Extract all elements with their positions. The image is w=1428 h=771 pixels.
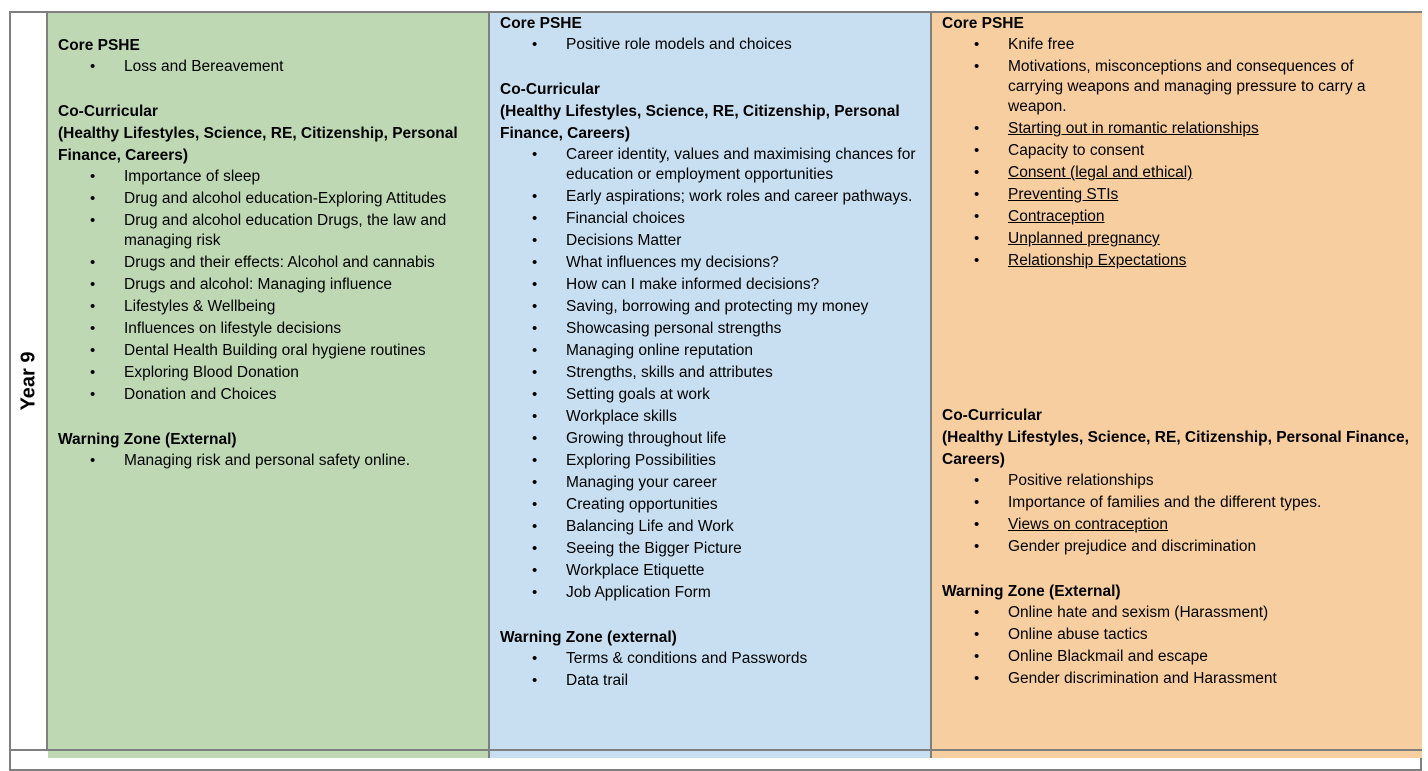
core-heading: Core PSHE bbox=[942, 15, 1024, 32]
core-heading: Core PSHE bbox=[500, 15, 582, 32]
list-item: • Early aspirations; work roles and career pathways. bbox=[500, 187, 920, 207]
cocurricular-list bbox=[58, 167, 488, 405]
list-item: • Dental Health Building oral hygiene routines bbox=[58, 341, 488, 361]
list-item-link[interactable]: • Unplanned pregnancy bbox=[942, 229, 1402, 249]
list-item: • Showcasing personal strengths bbox=[500, 319, 920, 339]
list-item: • Data trail bbox=[500, 671, 930, 691]
warning-heading: Warning Zone (external) bbox=[500, 629, 677, 646]
list-item: • What influences my decisions? bbox=[500, 253, 920, 273]
list-item: • Job Application Form bbox=[500, 583, 920, 603]
list-item: • Managing online reputation bbox=[500, 341, 920, 361]
cocurricular-subheading: (Healthy Lifestyles, Science, RE, Citizenship, Personal Finance, Careers) bbox=[58, 125, 458, 164]
warning-list bbox=[500, 649, 930, 691]
list-item: • Growing throughout life bbox=[500, 429, 920, 449]
list-item: • Capacity to consent bbox=[942, 141, 1402, 161]
column-green bbox=[48, 13, 490, 749]
list-item: • Career identity, values and maximising chances for education or employment opportunities bbox=[500, 145, 920, 185]
list-item-link[interactable]: • Views on contraception bbox=[942, 515, 1422, 535]
list-item: • Importance of sleep bbox=[58, 167, 488, 187]
list-item: • Financial choices bbox=[500, 209, 920, 229]
list-item: • Saving, borrowing and protecting my money bbox=[500, 297, 920, 317]
list-item: • Gender discrimination and Harassment bbox=[942, 669, 1422, 689]
column-orange bbox=[932, 13, 1422, 749]
core-list bbox=[58, 57, 488, 77]
core-list bbox=[942, 35, 1422, 271]
next-row-green bbox=[48, 751, 490, 758]
list-item: • Balancing Life and Work bbox=[500, 517, 920, 537]
list-item: • How can I make informed decisions? bbox=[500, 275, 920, 295]
list-item: • Positive role models and choices bbox=[500, 35, 930, 55]
list-item: • Loss and Bereavement bbox=[58, 57, 488, 77]
list-item: • Drugs and their effects: Alcohol and cannabis bbox=[58, 253, 488, 273]
list-item: • Knife free bbox=[942, 35, 1402, 55]
warning-list bbox=[58, 451, 488, 471]
list-item: • Exploring Blood Donation bbox=[58, 363, 488, 383]
core-heading: Core PSHE bbox=[58, 37, 140, 54]
list-item: • Drug and alcohol education Drugs, the law and managing risk bbox=[58, 211, 488, 251]
list-item-link[interactable]: • Relationship Expectations bbox=[942, 251, 1402, 271]
next-row-orange bbox=[932, 751, 1422, 758]
cocurricular-subheading: (Healthy Lifestyles, Science, RE, Citizenship, Personal Finance, Careers) bbox=[500, 103, 900, 142]
list-item: • Seeing the Bigger Picture bbox=[500, 539, 920, 559]
list-item: • Positive relationships bbox=[942, 471, 1422, 491]
list-item: • Terms & conditions and Passwords bbox=[500, 649, 930, 669]
list-item: • Workplace Etiquette bbox=[500, 561, 920, 581]
list-item: • Setting goals at work bbox=[500, 385, 920, 405]
list-item: • Online Blackmail and escape bbox=[942, 647, 1422, 667]
year-label: Year 9 bbox=[17, 351, 39, 411]
column-blue bbox=[490, 13, 932, 749]
list-item-link[interactable]: • Starting out in romantic relationships bbox=[942, 119, 1402, 139]
cocurricular-heading: Co-Curricular bbox=[58, 103, 158, 120]
warning-heading: Warning Zone (External) bbox=[942, 583, 1121, 600]
list-item: • Exploring Possibilities bbox=[500, 451, 920, 471]
list-item: • Drug and alcohol education-Exploring Attitudes bbox=[58, 189, 488, 209]
list-item-link[interactable]: • Consent (legal and ethical) bbox=[942, 163, 1402, 183]
list-item: • Drugs and alcohol: Managing influence bbox=[58, 275, 488, 295]
list-item: • Workplace skills bbox=[500, 407, 920, 427]
list-item-link[interactable]: • Preventing STIs bbox=[942, 185, 1402, 205]
list-item: • Creating opportunities bbox=[500, 495, 920, 515]
warning-list bbox=[942, 603, 1422, 689]
list-item: • Strengths, skills and attributes bbox=[500, 363, 920, 383]
list-item: • Decisions Matter bbox=[500, 231, 920, 251]
list-item: • Importance of families and the different types. bbox=[942, 493, 1422, 513]
list-item: • Motivations, misconceptions and consequences of carrying weapons and managing pressure to carry a weapon. bbox=[942, 57, 1402, 117]
list-item: • Gender prejudice and discrimination bbox=[942, 537, 1422, 557]
list-item: • Influences on lifestyle decisions bbox=[58, 319, 488, 339]
list-item-link[interactable]: • Contraception bbox=[942, 207, 1402, 227]
warning-heading: Warning Zone (External) bbox=[58, 431, 237, 448]
list-item: • Donation and Choices bbox=[58, 385, 488, 405]
list-item: • Lifestyles & Wellbeing bbox=[58, 297, 488, 317]
cocurricular-list bbox=[500, 145, 930, 603]
core-list bbox=[500, 35, 930, 55]
list-item: • Online abuse tactics bbox=[942, 625, 1422, 645]
list-item: • Managing your career bbox=[500, 473, 920, 493]
cocurricular-heading: Co-Curricular bbox=[942, 407, 1042, 424]
cocurricular-list bbox=[942, 471, 1422, 557]
cocurricular-subheading: (Healthy Lifestyles, Science, RE, Citizenship, Personal Finance, Careers) bbox=[942, 429, 1409, 468]
list-item: • Online hate and sexism (Harassment) bbox=[942, 603, 1422, 623]
next-row-blue bbox=[490, 751, 932, 758]
list-item: • Managing risk and personal safety online. bbox=[58, 451, 488, 471]
year-cell bbox=[11, 13, 48, 749]
cocurricular-heading: Co-Curricular bbox=[500, 81, 600, 98]
